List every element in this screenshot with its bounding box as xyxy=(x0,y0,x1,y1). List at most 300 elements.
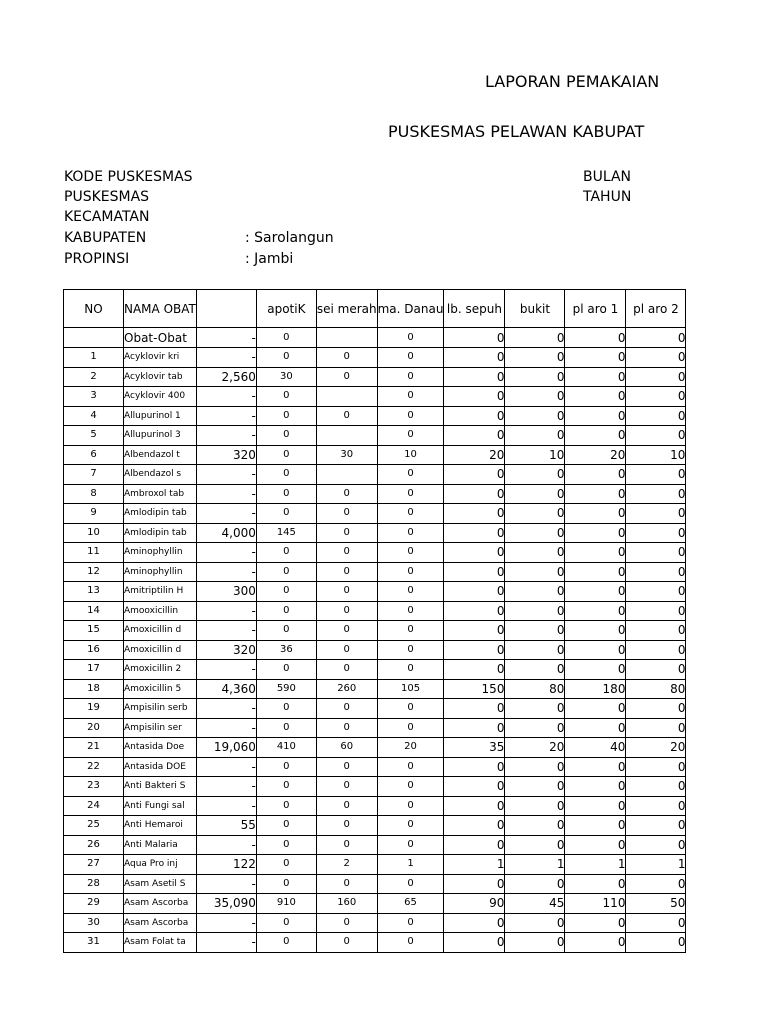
cell-no: 4 xyxy=(64,406,124,426)
cell-stock: - xyxy=(196,504,256,524)
cell-sei-merah: 0 xyxy=(316,504,377,524)
table-row xyxy=(64,426,686,446)
cell-aro1: 0 xyxy=(565,777,626,797)
cell-aro1: 0 xyxy=(565,562,626,582)
cell-aro2: 10 xyxy=(626,445,686,465)
cell-sepuh: 0 xyxy=(444,796,505,816)
table-row xyxy=(64,874,686,894)
cell-name: Amoxicillin 5 xyxy=(124,679,197,699)
cell-name: Anti Fungi sal xyxy=(124,796,197,816)
cell-bukit: 0 xyxy=(505,660,565,680)
cell-aro1: 0 xyxy=(565,621,626,641)
cell-stock: - xyxy=(196,933,256,953)
table-row xyxy=(64,913,686,933)
cell-stock: - xyxy=(196,699,256,719)
cell-stock: - xyxy=(196,465,256,485)
cell-name: Aqua Pro inj xyxy=(124,855,197,875)
cell-aro1: 40 xyxy=(565,738,626,758)
cell-danau: 0 xyxy=(377,660,444,680)
cell-aro2: 0 xyxy=(626,387,686,407)
cell-danau: 0 xyxy=(377,699,444,719)
cell-sei-merah: 30 xyxy=(316,445,377,465)
cell-stock: 122 xyxy=(196,855,256,875)
cell-no: 21 xyxy=(64,738,124,758)
cell-no: 12 xyxy=(64,562,124,582)
cell-aro1: 0 xyxy=(565,699,626,719)
cell-danau: 0 xyxy=(377,582,444,602)
cell-sepuh: 0 xyxy=(444,387,505,407)
group-aro2: 0 xyxy=(626,328,686,348)
group-apotik: 0 xyxy=(256,328,316,348)
cell-danau: 65 xyxy=(377,894,444,914)
meta-label-kabupaten: KABUPATEN xyxy=(64,230,147,246)
cell-sei-merah: 0 xyxy=(316,601,377,621)
header-nama-obat: NAMA OBAT xyxy=(124,290,197,328)
cell-name: Amitriptilin H xyxy=(124,582,197,602)
cell-aro2: 0 xyxy=(626,582,686,602)
cell-apotik: 0 xyxy=(256,582,316,602)
cell-name: Amooxicillin xyxy=(124,601,197,621)
cell-bukit: 0 xyxy=(505,465,565,485)
cell-stock: - xyxy=(196,562,256,582)
table-row xyxy=(64,348,686,368)
cell-no: 11 xyxy=(64,543,124,563)
cell-sei-merah: 0 xyxy=(316,582,377,602)
cell-apotik: 0 xyxy=(256,465,316,485)
cell-aro1: 0 xyxy=(565,348,626,368)
cell-apotik: 0 xyxy=(256,484,316,504)
cell-stock: - xyxy=(196,777,256,797)
group-no xyxy=(64,328,124,348)
cell-aro2: 0 xyxy=(626,426,686,446)
cell-stock: - xyxy=(196,835,256,855)
cell-bukit: 0 xyxy=(505,816,565,836)
cell-apotik: 0 xyxy=(256,348,316,368)
cell-apotik: 0 xyxy=(256,757,316,777)
cell-sei-merah: 0 xyxy=(316,523,377,543)
cell-name: Anti Hemaroi xyxy=(124,816,197,836)
cell-no: 1 xyxy=(64,348,124,368)
cell-danau: 10 xyxy=(377,445,444,465)
cell-aro1: 0 xyxy=(565,523,626,543)
cell-stock: 320 xyxy=(196,445,256,465)
cell-sepuh: 0 xyxy=(444,640,505,660)
cell-stock: - xyxy=(196,387,256,407)
cell-aro2: 0 xyxy=(626,913,686,933)
cell-stock: - xyxy=(196,621,256,641)
cell-bukit: 0 xyxy=(505,348,565,368)
group-stock: - xyxy=(196,328,256,348)
cell-bukit: 0 xyxy=(505,504,565,524)
cell-no: 15 xyxy=(64,621,124,641)
cell-aro2: 20 xyxy=(626,738,686,758)
cell-sepuh: 0 xyxy=(444,562,505,582)
group-name: Obat-Obat xyxy=(124,328,197,348)
cell-danau: 0 xyxy=(377,796,444,816)
table-row xyxy=(64,387,686,407)
cell-aro2: 0 xyxy=(626,543,686,563)
meta-value-propinsi: : Jambi xyxy=(245,251,294,267)
cell-sei-merah: 0 xyxy=(316,348,377,368)
cell-name: Acyklovir 400 xyxy=(124,387,197,407)
group-sei-merah xyxy=(316,328,377,348)
cell-aro1: 20 xyxy=(565,445,626,465)
cell-aro2: 0 xyxy=(626,601,686,621)
cell-aro1: 0 xyxy=(565,757,626,777)
cell-apotik: 0 xyxy=(256,445,316,465)
cell-no: 2 xyxy=(64,367,124,387)
cell-aro1: 0 xyxy=(565,484,626,504)
cell-aro1: 0 xyxy=(565,796,626,816)
cell-name: Asam Folat ta xyxy=(124,933,197,953)
cell-no: 22 xyxy=(64,757,124,777)
cell-aro2: 0 xyxy=(626,777,686,797)
group-bukit: 0 xyxy=(505,328,565,348)
table-row xyxy=(64,562,686,582)
cell-no: 27 xyxy=(64,855,124,875)
cell-bukit: 0 xyxy=(505,582,565,602)
cell-bukit: 0 xyxy=(505,718,565,738)
table-row xyxy=(64,718,686,738)
cell-name: Amoxicillin d xyxy=(124,621,197,641)
meta-value-kabupaten: : Sarolangun xyxy=(245,230,334,246)
cell-apotik: 0 xyxy=(256,777,316,797)
cell-sei-merah: 0 xyxy=(316,660,377,680)
cell-apotik: 0 xyxy=(256,601,316,621)
cell-bukit: 0 xyxy=(505,640,565,660)
cell-sei-merah: 0 xyxy=(316,484,377,504)
cell-sepuh: 0 xyxy=(444,621,505,641)
cell-apotik: 410 xyxy=(256,738,316,758)
cell-aro2: 1 xyxy=(626,855,686,875)
cell-name: Antasida Doe xyxy=(124,738,197,758)
cell-name: Asam Asetil S xyxy=(124,874,197,894)
cell-bukit: 0 xyxy=(505,543,565,563)
meta-label-bulan: BULAN xyxy=(583,169,632,185)
cell-danau: 0 xyxy=(377,348,444,368)
cell-bukit: 0 xyxy=(505,562,565,582)
cell-danau: 1 xyxy=(377,855,444,875)
cell-sepuh: 0 xyxy=(444,484,505,504)
cell-no: 8 xyxy=(64,484,124,504)
cell-sepuh: 0 xyxy=(444,601,505,621)
cell-no: 29 xyxy=(64,894,124,914)
cell-sepuh: 0 xyxy=(444,504,505,524)
cell-sepuh: 0 xyxy=(444,718,505,738)
cell-bukit: 20 xyxy=(505,738,565,758)
cell-no: 24 xyxy=(64,796,124,816)
cell-danau: 0 xyxy=(377,718,444,738)
table-row xyxy=(64,679,686,699)
cell-danau: 0 xyxy=(377,543,444,563)
cell-no: 19 xyxy=(64,699,124,719)
cell-apotik: 0 xyxy=(256,933,316,953)
cell-aro2: 0 xyxy=(626,523,686,543)
cell-aro1: 0 xyxy=(565,933,626,953)
header-lb-sepuh: lb. sepuh xyxy=(444,290,505,328)
table-row xyxy=(64,367,686,387)
header-ma-danau: ma. Danau xyxy=(377,290,444,328)
table-row xyxy=(64,660,686,680)
cell-name: Albendazol s xyxy=(124,465,197,485)
cell-aro1: 0 xyxy=(565,874,626,894)
cell-sei-merah: 260 xyxy=(316,679,377,699)
cell-aro2: 0 xyxy=(626,933,686,953)
table-row xyxy=(64,835,686,855)
cell-sepuh: 0 xyxy=(444,582,505,602)
cell-apotik: 0 xyxy=(256,426,316,446)
cell-stock: 4,360 xyxy=(196,679,256,699)
table-row xyxy=(64,699,686,719)
table-row xyxy=(64,601,686,621)
cell-name: Ampisilin ser xyxy=(124,718,197,738)
cell-no: 25 xyxy=(64,816,124,836)
table-header-row xyxy=(64,290,686,328)
cell-apotik: 0 xyxy=(256,835,316,855)
cell-apotik: 590 xyxy=(256,679,316,699)
table-row xyxy=(64,816,686,836)
cell-aro1: 0 xyxy=(565,543,626,563)
cell-name: Aminophyllin xyxy=(124,543,197,563)
cell-name: Asam Ascorba xyxy=(124,913,197,933)
cell-no: 18 xyxy=(64,679,124,699)
cell-danau: 0 xyxy=(377,504,444,524)
cell-stock: 320 xyxy=(196,640,256,660)
table-row xyxy=(64,640,686,660)
cell-sei-merah xyxy=(316,387,377,407)
cell-apotik: 0 xyxy=(256,504,316,524)
cell-stock: - xyxy=(196,406,256,426)
cell-sei-merah: 0 xyxy=(316,718,377,738)
cell-sepuh: 0 xyxy=(444,757,505,777)
group-sepuh: 0 xyxy=(444,328,505,348)
cell-stock: 19,060 xyxy=(196,738,256,758)
group-danau: 0 xyxy=(377,328,444,348)
cell-name: Amlodipin tab xyxy=(124,523,197,543)
cell-no: 13 xyxy=(64,582,124,602)
cell-danau: 0 xyxy=(377,387,444,407)
cell-apotik: 0 xyxy=(256,387,316,407)
cell-bukit: 0 xyxy=(505,913,565,933)
cell-stock: - xyxy=(196,484,256,504)
cell-aro1: 0 xyxy=(565,465,626,485)
cell-sei-merah: 0 xyxy=(316,543,377,563)
cell-sei-merah xyxy=(316,426,377,446)
cell-aro1: 0 xyxy=(565,601,626,621)
table-row xyxy=(64,621,686,641)
cell-stock: - xyxy=(196,757,256,777)
cell-sepuh: 0 xyxy=(444,933,505,953)
cell-apotik: 0 xyxy=(256,855,316,875)
cell-aro2: 0 xyxy=(626,874,686,894)
cell-sei-merah xyxy=(316,465,377,485)
cell-bukit: 0 xyxy=(505,484,565,504)
cell-no: 26 xyxy=(64,835,124,855)
cell-danau: 0 xyxy=(377,465,444,485)
cell-bukit: 0 xyxy=(505,621,565,641)
cell-name: Anti Malaria xyxy=(124,835,197,855)
cell-stock: 55 xyxy=(196,816,256,836)
cell-aro2: 0 xyxy=(626,718,686,738)
header-bukit: bukit xyxy=(505,290,565,328)
cell-sepuh: 0 xyxy=(444,426,505,446)
table-row xyxy=(64,738,686,758)
cell-aro2: 80 xyxy=(626,679,686,699)
cell-aro2: 0 xyxy=(626,348,686,368)
cell-danau: 0 xyxy=(377,933,444,953)
cell-danau: 0 xyxy=(377,523,444,543)
cell-name: Amoxicillin 2 xyxy=(124,660,197,680)
cell-aro2: 0 xyxy=(626,406,686,426)
cell-sepuh: 20 xyxy=(444,445,505,465)
cell-danau: 0 xyxy=(377,816,444,836)
cell-aro2: 0 xyxy=(626,562,686,582)
cell-sei-merah: 0 xyxy=(316,406,377,426)
cell-name: Acyklovir kri xyxy=(124,348,197,368)
table-row xyxy=(64,465,686,485)
cell-sepuh: 150 xyxy=(444,679,505,699)
meta-label-tahun: TAHUN xyxy=(583,189,632,205)
cell-sei-merah: 0 xyxy=(316,367,377,387)
cell-danau: 0 xyxy=(377,640,444,660)
cell-sepuh: 0 xyxy=(444,523,505,543)
cell-stock: - xyxy=(196,543,256,563)
cell-sepuh: 0 xyxy=(444,816,505,836)
cell-apotik: 145 xyxy=(256,523,316,543)
table-row xyxy=(64,406,686,426)
usage-table xyxy=(63,289,686,953)
cell-aro1: 0 xyxy=(565,504,626,524)
cell-no: 30 xyxy=(64,913,124,933)
cell-danau: 0 xyxy=(377,835,444,855)
cell-danau: 0 xyxy=(377,426,444,446)
meta-label-puskesmas: PUSKESMAS xyxy=(64,189,150,205)
cell-aro1: 0 xyxy=(565,913,626,933)
cell-aro1: 0 xyxy=(565,406,626,426)
cell-apotik: 0 xyxy=(256,796,316,816)
cell-apotik: 0 xyxy=(256,562,316,582)
cell-sei-merah: 2 xyxy=(316,855,377,875)
cell-sei-merah: 0 xyxy=(316,796,377,816)
header-pl-aro-1: pl aro 1 xyxy=(565,290,626,328)
cell-sepuh: 0 xyxy=(444,367,505,387)
cell-stock: 300 xyxy=(196,582,256,602)
cell-apotik: 30 xyxy=(256,367,316,387)
cell-no: 9 xyxy=(64,504,124,524)
cell-danau: 20 xyxy=(377,738,444,758)
cell-danau: 0 xyxy=(377,621,444,641)
cell-aro1: 1 xyxy=(565,855,626,875)
cell-apotik: 0 xyxy=(256,621,316,641)
cell-no: 20 xyxy=(64,718,124,738)
cell-danau: 0 xyxy=(377,562,444,582)
cell-aro1: 0 xyxy=(565,426,626,446)
cell-aro2: 0 xyxy=(626,640,686,660)
cell-stock: 35,090 xyxy=(196,894,256,914)
cell-name: Antasida DOE xyxy=(124,757,197,777)
cell-no: 28 xyxy=(64,874,124,894)
cell-bukit: 0 xyxy=(505,387,565,407)
cell-bukit: 0 xyxy=(505,367,565,387)
cell-no: 7 xyxy=(64,465,124,485)
cell-sei-merah: 0 xyxy=(316,933,377,953)
cell-name: Anti Bakteri S xyxy=(124,777,197,797)
cell-no: 10 xyxy=(64,523,124,543)
cell-bukit: 0 xyxy=(505,523,565,543)
cell-apotik: 910 xyxy=(256,894,316,914)
header-pl-aro-2: pl aro 2 xyxy=(626,290,686,328)
cell-no: 16 xyxy=(64,640,124,660)
cell-sei-merah: 0 xyxy=(316,816,377,836)
cell-sepuh: 0 xyxy=(444,835,505,855)
cell-bukit: 0 xyxy=(505,835,565,855)
cell-stock: - xyxy=(196,601,256,621)
cell-name: Aminophyllin xyxy=(124,562,197,582)
cell-aro2: 0 xyxy=(626,484,686,504)
table-row xyxy=(64,796,686,816)
cell-aro2: 0 xyxy=(626,367,686,387)
cell-bukit: 45 xyxy=(505,894,565,914)
cell-sepuh: 90 xyxy=(444,894,505,914)
cell-name: Allupurinol 3 xyxy=(124,426,197,446)
cell-bukit: 0 xyxy=(505,874,565,894)
cell-name: Allupurinol 1 xyxy=(124,406,197,426)
cell-sei-merah: 0 xyxy=(316,874,377,894)
cell-aro2: 0 xyxy=(626,816,686,836)
cell-apotik: 0 xyxy=(256,816,316,836)
cell-bukit: 0 xyxy=(505,796,565,816)
cell-danau: 0 xyxy=(377,367,444,387)
report-title: LAPORAN PEMAKAIAN xyxy=(485,72,660,91)
cell-sepuh: 0 xyxy=(444,699,505,719)
cell-danau: 0 xyxy=(377,406,444,426)
cell-no: 17 xyxy=(64,660,124,680)
table-row xyxy=(64,855,686,875)
cell-aro1: 0 xyxy=(565,835,626,855)
cell-name: Acyklovir tab xyxy=(124,367,197,387)
cell-no: 6 xyxy=(64,445,124,465)
cell-aro1: 0 xyxy=(565,387,626,407)
cell-danau: 0 xyxy=(377,484,444,504)
table-row xyxy=(64,484,686,504)
cell-no: 14 xyxy=(64,601,124,621)
cell-sepuh: 0 xyxy=(444,777,505,797)
header-no: NO xyxy=(64,290,124,328)
cell-stock: - xyxy=(196,660,256,680)
cell-aro1: 0 xyxy=(565,816,626,836)
cell-aro2: 0 xyxy=(626,660,686,680)
cell-sei-merah: 0 xyxy=(316,621,377,641)
cell-apotik: 0 xyxy=(256,660,316,680)
cell-name: Amoxicillin d xyxy=(124,640,197,660)
cell-apotik: 0 xyxy=(256,699,316,719)
cell-aro2: 0 xyxy=(626,757,686,777)
report-subtitle: PUSKESMAS PELAWAN KABUPAT xyxy=(388,122,645,141)
cell-sepuh: 0 xyxy=(444,913,505,933)
table-row xyxy=(64,777,686,797)
cell-stock: - xyxy=(196,874,256,894)
cell-apotik: 0 xyxy=(256,543,316,563)
cell-aro2: 0 xyxy=(626,504,686,524)
cell-sei-merah: 0 xyxy=(316,640,377,660)
cell-aro2: 50 xyxy=(626,894,686,914)
cell-stock: 2,560 xyxy=(196,367,256,387)
cell-bukit: 0 xyxy=(505,757,565,777)
table-row xyxy=(64,523,686,543)
table-row xyxy=(64,933,686,953)
cell-aro2: 0 xyxy=(626,699,686,719)
cell-danau: 0 xyxy=(377,777,444,797)
